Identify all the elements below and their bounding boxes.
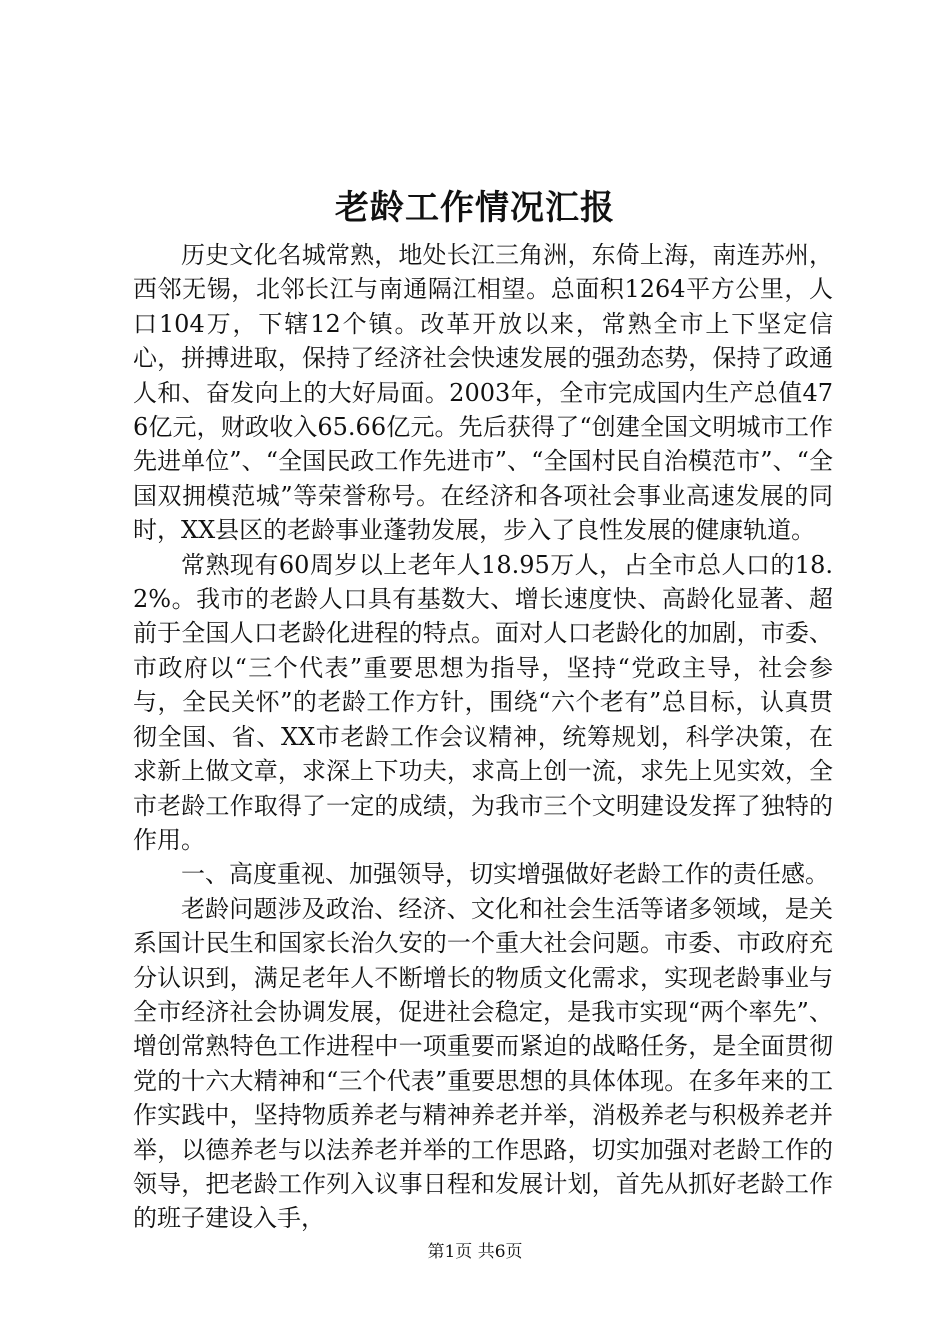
page-footer: 第1页 共6页 <box>427 1242 523 1262</box>
section-heading-one: 一、高度重视、加强领导，切实增强做好老龄工作的责任感。 <box>181 860 829 889</box>
document-body <box>133 238 833 1236</box>
paragraph-intro: 历史文化名城常熟，地处长江三角洲，东倚上海，南连苏州，西邻无锡，北邻长江与南通隔江相望。总面积1264平方公里，人口104万，下辖12个镇。改革开放以来，常熟全市上下坚定信心，拼搏进取，保持了经济社会快速发展的强劲态势，保持了政通人和、奋发向上的大好局面。2003年，全市完成国内生产总值476亿元，财政收入65.66亿元。先后获得了“创建全国文明城市工作先进单位”、“全国民政工作先进市”、“全国村民自治模范市”、“全国双拥模范城”等荣誉称号。在经济和各项社会事业高速发展的同时，XX县区的老龄事业蓬勃发展，步入了良性发展的健康轨道。 <box>133 241 833 545</box>
paragraph-leadership: 老龄问题涉及政治、经济、文化和社会生活等诸多领域，是关系国计民生和国家长治久安的一个重大社会问题。市委、市政府充分认识到，满足老年人不断增长的物质文化需求，实现老龄事业与全市经济社会协调发展，促进社会稳定，是我市实现“两个率先”、增创常熟特色工作进程中一项重要而紧迫的战略任务，是全面贯彻党的十六大精神和“三个代表”重要思想的具体体现。在多年来的工作实践中，坚持物质养老与精神养老并举，消极养老与积极养老并举，以德养老与以法养老并举的工作思路，切实加强对老龄工作的领导，把老龄工作列入议事日程和发展计划，首先从抓好老龄工作的班子建设入手， <box>133 894 833 1233</box>
paragraph-elderly-population: 常熟现有60周岁以上老年人18.95万人，占全市总人口的18.2%。我市的老龄人口具有基数大、增长速度快、高龄化显著、超前于全国人口老龄化进程的特点。面对人口老龄化的加剧，市委、市政府以“三个代表”重要思想为指导，坚持“党政主导，社会参与，全民关怀”的老龄工作方针，围绕“六个老有”总目标，认真贯彻全国、省、XX市老龄工作会议精神，统筹规划，科学决策，在求新上做文章，求深上下功夫，求高上创一流，求先上见实效，全市老龄工作取得了一定的成绩，为我市三个文明建设发挥了独特的作用。 <box>133 550 833 854</box>
document-title: 老龄工作情况汇报 <box>335 188 615 228</box>
